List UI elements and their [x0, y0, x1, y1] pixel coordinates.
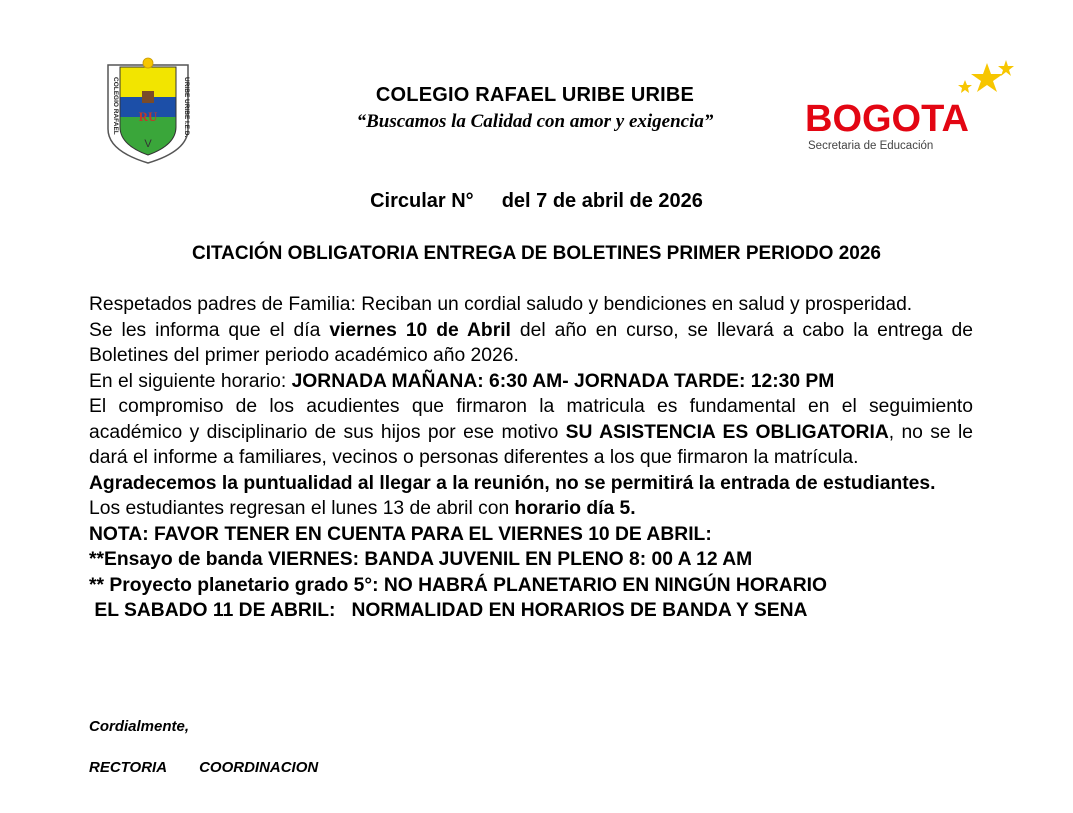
saturday-note — [89, 598, 973, 624]
note-text: NOTA: FAVOR TENER EN CUENTA PARA EL VIERNES 10 DE ABRIL: — [89, 523, 712, 545]
punctuality-text: Agradecemos la puntualidad al llegar a la reunión, no se permitirá la entrada de estudiantes. — [89, 472, 936, 494]
saturday-text: EL SABADO 11 DE ABRIL: NORMALIDAD EN HORARIOS DE BANDA Y SENA — [89, 600, 808, 621]
closing-greeting: Cordialmente, — [89, 718, 190, 735]
crest-right-text: URIBE URIBE I.E.D. — [183, 77, 190, 138]
school-name: COLEGIO RAFAEL URIBE URIBE — [375, 84, 695, 106]
bogota-wordmark: BOGOTA — [805, 98, 969, 140]
signers — [89, 759, 318, 776]
punctuality-paragraph — [89, 471, 973, 497]
crest-left-text: COLEGIO RAFAEL — [112, 77, 119, 135]
schedule-paragraph — [89, 369, 973, 395]
star-icon — [998, 60, 1014, 76]
crest-letter: V — [144, 138, 152, 150]
band-rehearsal-note — [89, 547, 973, 573]
document-title: CITACIÓN OBLIGATORIA ENTREGA DE BOLETINES PRIMER PERIODO 2026 — [191, 243, 881, 264]
header-center — [300, 84, 770, 133]
star-icon — [971, 63, 1003, 92]
commitment-paragraph — [89, 394, 973, 471]
commitment-text-end: , no se le dará el informe a familiares, vecinos o personas diferentes a los que firmaron la matrícula. — [89, 421, 973, 468]
greeting-paragraph: Respetados padres de Familia: Reciban un cordial saludo y bendiciones en salud y prosperidad. — [89, 294, 913, 315]
bogota-logo — [805, 58, 1025, 158]
band-text: **Ensayo de banda VIERNES: BANDA JUVENIL EN PLENO 8: 00 A 12 AM — [89, 549, 753, 570]
return-schedule: horario día 5. — [514, 498, 636, 519]
star-icon — [958, 80, 972, 93]
info-date: viernes 10 de Abril — [329, 319, 511, 341]
planetarium-note — [89, 573, 973, 599]
school-motto: “Buscamos la Calidad con amor y exigencia” — [356, 111, 714, 132]
return-text: Los estudiantes regresan el lunes 13 de abril con — [89, 498, 515, 519]
signer-coordinacion: COORDINACION — [199, 759, 319, 776]
circular-date: del 7 de abril de 2026 — [501, 190, 703, 212]
bogota-subtitle: Secretaria de Educación — [808, 140, 934, 152]
signer-rectoria: RECTORIA — [89, 759, 168, 776]
return-paragraph — [89, 496, 973, 522]
circular-label: Circular N° — [370, 190, 474, 212]
commitment-text: El compromiso de los acudientes que firmaron la matricula es fundamental en el seguimiento académico y disciplinario de sus hijos por ese motivo — [89, 396, 973, 443]
mandatory-attendance: SU ASISTENCIA ES OBLIGATORIA — [565, 421, 889, 443]
note-heading — [89, 522, 973, 548]
document-body — [89, 292, 973, 624]
planetarium-text: ** Proyecto planetario grado 5°: NO HABRÁ PLANETARIO EN NINGÚN HORARIO — [89, 574, 827, 596]
school-crest-logo — [98, 55, 198, 165]
info-text-end: del año en curso, se llevará a cabo la entrega de Boletines del primer periodo académico año 2026. — [89, 319, 973, 366]
circular-number-line — [0, 190, 1073, 213]
schedule-times: JORNADA MAÑANA: 6:30 AM- JORNADA TARDE: 12:30 PM — [291, 370, 835, 392]
schedule-label: En el siguiente horario: — [89, 370, 292, 392]
crest-monogram: RU — [138, 109, 158, 124]
info-paragraph — [89, 318, 973, 369]
info-text: Se les informa que el día — [89, 319, 330, 341]
